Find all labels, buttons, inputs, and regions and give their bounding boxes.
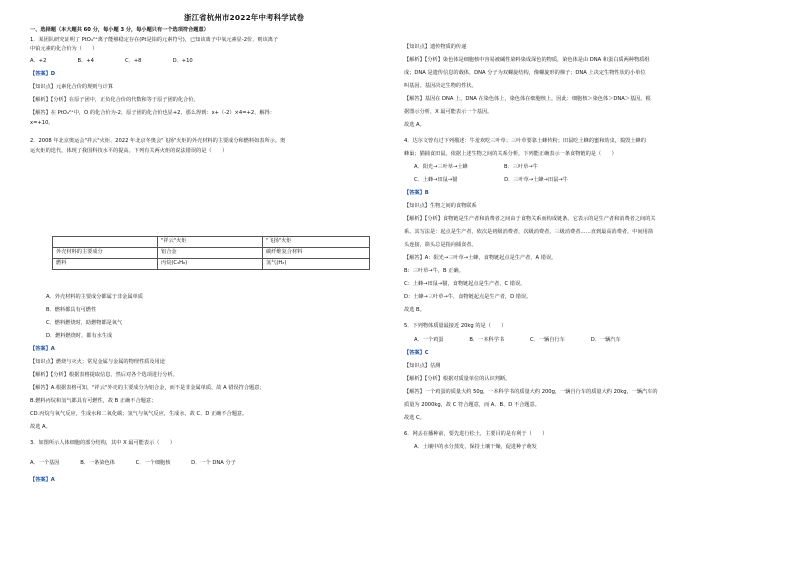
left-line: C．燃料燃烧时，助燃物都是氧气 (46, 320, 123, 326)
right-line: 蜂巢；猫捕食田鼠。依据上述生物之间的关系分析，下列能正确表示一条食物链的是（ ） (404, 151, 617, 157)
right-line: 【解析】【分析】染色体是细胞核中容易被碱性染料染成深色的物质，染色体是由 DNA 和蛋白质两种物质组 (404, 57, 650, 63)
left-line: D．燃料燃烧时，都有水生成 (46, 333, 113, 339)
right-line: 【答案】B (404, 190, 429, 196)
right-line: 【知识点】遗传物质的传递 (404, 44, 467, 50)
right-line: 【解答】基因在 DNA 上，DNA 在染色体上，染色体在细胞核上。因此：细胞核＞染色体＞DNA＞基因。根 (404, 96, 651, 102)
right-line: 成；DNA 是遗传信息的载体，DNA 分子为双螺旋结构，像螺旋形的梯子；DNA 上决定生物性状的小单位 (404, 70, 646, 76)
table-cell: 碳纤维复合材料 (263, 248, 370, 259)
right-line: 【解析】【分析】食物链是生产者和消费者之间由于食物关系而构成链条。它表示的是生产者和消费者之间的关 (404, 216, 656, 222)
table-cell: "祥云"火炬 (158, 237, 263, 248)
left-line: 【答案】D (30, 71, 56, 77)
left-line: 2．2008 年北京奥运会"祥云"火炬、2022 年北京冬奥会"飞扬"火炬的外壳材料的主要成分和燃料如表所示。奥 (30, 138, 286, 144)
left-line: 【知识点】元素化合价的规则与计算 (30, 84, 114, 90)
right-line: 系。其写法是：起点是生产者，依次是初级消费者，次级消费者，三级消费者……直到最高消费者，中间用箭 (404, 229, 654, 235)
table-header-row (53, 237, 370, 248)
left-line: A．+2 B．+4 C．+8 D．+10 (30, 58, 193, 64)
right-line: 叫基因。基因决定生物的性状。 (404, 83, 477, 89)
left-line: 【答案】A (30, 346, 55, 352)
table-cell: 氢气(H₂) (263, 259, 370, 270)
left-line: 【解析】【分析】在原子团中，正负化合价的代数和等于原子团的化合价。 (30, 97, 199, 103)
table-cell: "飞扬"火炬 (263, 237, 370, 248)
right-line: 4．达尔文曾有过下列描述：牛羞欢吃三叶草；三叶草要靠土蜂传粉；田鼠吃土蜂的蜜和幼虫，捣毁土蜂的 (404, 138, 646, 144)
left-line: 【知识点】燃烧与灭火；常见金属与金属的物理性质及用途 (30, 359, 165, 365)
right-line: 【解答】A：阳光→三叶草→土蜂，食物链起点是生产者，A 错误。 (404, 255, 557, 261)
left-line: B．燃料都具有可燃性 (46, 307, 97, 313)
left-line: 【解析】【分析】根据表格提取信息，然后对各个选项进行分析。 (30, 372, 178, 378)
right-line: C．土蜂→田鼠→猫 D．三叶草→土蜂→田鼠→牛 (414, 177, 568, 183)
table-cell: 燃料 (53, 259, 158, 270)
right-line: 质量为 2000kg，故 C 符合题意，而 A、B、D 不合题意。 (404, 402, 540, 408)
right-line: C：土蜂→田鼠→猫，食物链起点是生产者，C 错误。 (404, 281, 526, 287)
left-line: A．外壳材料的主要成分都属于非金属单质 (46, 294, 143, 300)
left-line: CD.丙烷与氧气反应，生成水和二氧化碳；氢气与氧气反应，生成水，故 C、D 正确不合题意。 (30, 411, 248, 417)
table-cell (53, 237, 158, 248)
right-line: 【知识点】估测 (404, 363, 441, 369)
left-line: x=+10。 (30, 120, 54, 126)
right-line: 故选 C。 (404, 415, 425, 421)
right-line: B：三叶草→牛，B 正确。 (404, 268, 464, 274)
right-line: 头连接，箭头总是指向捕食者。 (404, 242, 477, 248)
table-cell: 铝合金 (158, 248, 263, 259)
left-line: B.燃料丙烷和氢气都具有可燃性，故 B 正确不合题意； (30, 398, 157, 404)
right-line: 【解析】【分析】根据对质量单位的认识判断。 (404, 376, 511, 382)
torch-comparison-table (52, 236, 370, 270)
right-line: 【答案】C (404, 350, 429, 356)
right-line: A．阳光→三叶草→土蜂 B．三叶草→牛 (414, 164, 538, 170)
left-line: 3．如图所示人体细胞的部分结构，其中 X 最可能表示（ ） (30, 440, 176, 446)
left-line: 【解答】在 PtO₄²⁺中，O 的化合价为-2，原子团的化合价也显+2，那么得到：x+（-2）×4=+2，解得： (30, 110, 275, 116)
table-cell: 丙烷(C₃H₈) (158, 259, 263, 270)
left-line: 【解答】A.根据表格可知，"祥云"外壳的主要成分为铝合金，而不是非金属单质，故 A 错误符合题意； (30, 385, 265, 391)
right-line: 6．网丢在播种前，要先进行松土，主要目的是有利于（ ） (404, 431, 548, 437)
right-line: 5．下列物体质量最接近 20kg 的是（ ） (404, 323, 507, 329)
left-line: 运火炬的迭代，体现了我国科技水平的提高。下列有关两火炬的说法错误的是（ ） (30, 148, 228, 154)
table-row (53, 259, 370, 270)
right-line: A．土壤中的水分蒸发，保持土壤干燥，促进种子萌发 (414, 444, 537, 450)
right-line: 故选 B。 (404, 307, 425, 313)
left-line: A．一个基因 B．一条染色体 C．一个细胞核 D．一个 DNA 分子 (30, 460, 236, 466)
right-line: 据图示分析，X 最可能表示一个基因。 (404, 109, 493, 115)
left-line: 【答案】A (30, 477, 55, 483)
table-cell: 外壳材料的主要成分 (53, 248, 158, 259)
left-line: 中铂元素的化合价为（ ） (30, 46, 98, 52)
left-line: 1．某团队研究证明了 PtO₄²⁺离子能够稳定存在(Pt是铂的元素符号)，已知该离子中氧元素显-2价，则该离子 (30, 37, 279, 43)
right-line: A．一个鸡蛋 B．一本科学书 C．一辆自行车 D．一辆汽车 (414, 337, 621, 343)
left-line: 一、选择题（本大题共 60 分，每小题 3 分，每小题只有一个选项符合题意） (30, 27, 209, 33)
right-line: 故选 A。 (404, 122, 425, 128)
table-row (53, 248, 370, 259)
page-title: 浙江省杭州市2022年中考科学试卷 (184, 13, 305, 22)
right-line: 【知识点】生物之间的食物联系 (404, 203, 477, 209)
right-line: D：土蜂→三叶草→牛，食物链起点是生产者，D 错误。 (404, 294, 532, 300)
right-line: 【解答】一个鸡蛋的质量大约 50g，一本科学书的质量大约 200g，一辆自行车的质量大约 20kg，一辆汽车的 (404, 389, 658, 395)
left-line: 故选 A。 (30, 424, 51, 430)
